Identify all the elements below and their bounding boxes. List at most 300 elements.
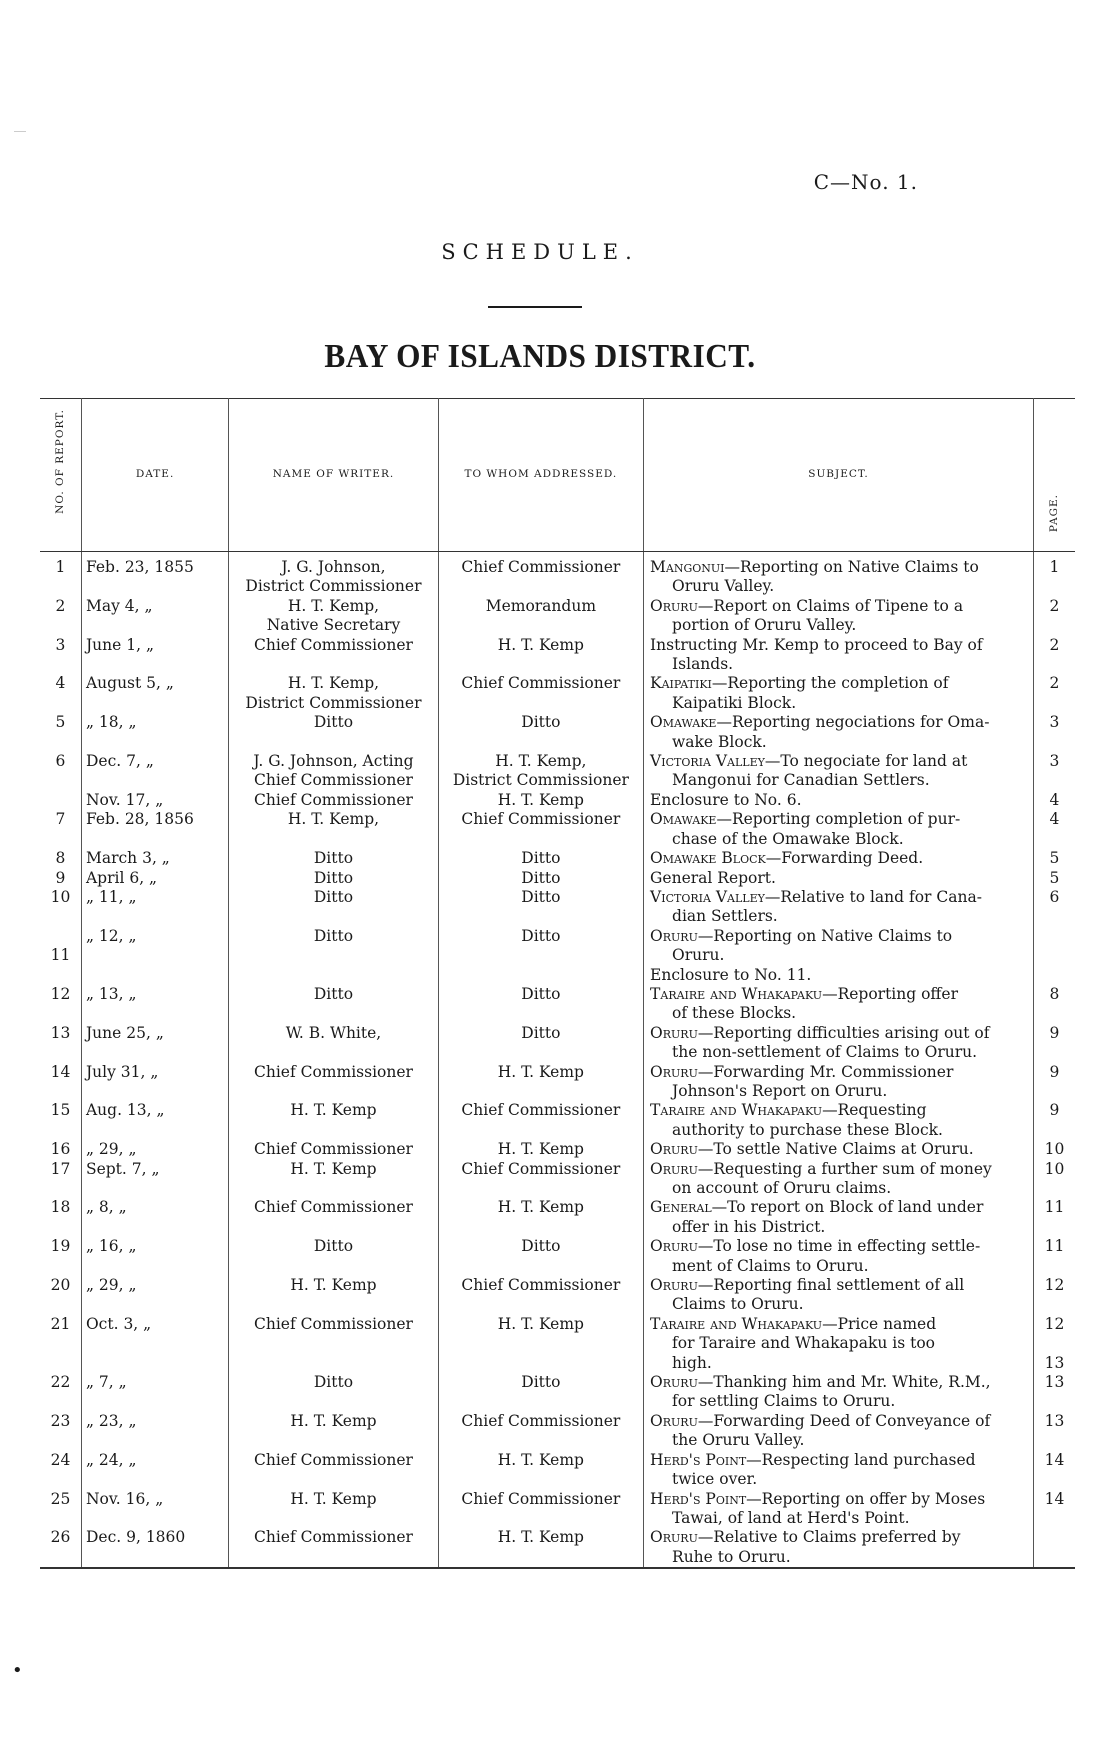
to-line: Ditto: [521, 868, 561, 887]
subject-line: Tawai, of land at Herd's Point.: [672, 1508, 910, 1527]
date-line: „ 8, „: [85, 1198, 127, 1217]
addressee-cell: [438, 752, 643, 810]
subject-cell: [644, 1160, 1034, 1199]
report-number-cell: [40, 849, 81, 868]
writer-cell: [229, 1198, 438, 1237]
writer-cell: [229, 674, 438, 713]
table-row: [40, 927, 1075, 985]
writer-cell: [229, 1451, 438, 1490]
subject-line: Oruru.: [672, 946, 725, 965]
report-number-cell: [40, 1140, 81, 1159]
addressee-cell: [438, 927, 643, 985]
writer-cell: [229, 849, 438, 868]
subject-line: Oruru—Forwarding Mr. Commissioner: [650, 1062, 954, 1081]
page-line: 10: [1044, 1140, 1065, 1159]
page-line: 11: [1044, 1198, 1065, 1217]
subject-cell: [644, 869, 1034, 888]
subject-line: Instructing Mr. Kemp to proceed to Bay of: [650, 635, 983, 654]
table-row: [40, 1373, 1075, 1412]
to-line: H. T. Kemp,: [495, 752, 587, 771]
date-cell: [81, 1490, 228, 1529]
addressee-cell: [438, 636, 643, 675]
subject-line: Herd's Point—Reporting on offer by Moses: [650, 1489, 986, 1508]
subject-cell: [644, 636, 1034, 675]
report-number: 13: [50, 1023, 71, 1042]
page-cell: [1033, 1101, 1075, 1140]
report-number: 26: [50, 1528, 71, 1547]
table-row: [40, 985, 1075, 1024]
table-row: [40, 1024, 1075, 1063]
subject-cell: [644, 810, 1034, 849]
page-cell: [1033, 888, 1075, 927]
writer-line: H. T. Kemp,: [287, 674, 380, 693]
date-cell: [81, 869, 228, 888]
page-line: [1038, 1528, 1071, 1547]
page-line: 12: [1044, 1276, 1065, 1295]
page-cell: [1033, 849, 1075, 868]
table-row: [40, 1276, 1075, 1315]
subject-cell: [644, 927, 1034, 985]
addressee-cell: [438, 849, 643, 868]
writer-line: Chief Commissioner: [253, 1062, 413, 1081]
to-line: Ditto: [521, 1373, 561, 1392]
date-line: „ 24, „: [85, 1450, 137, 1469]
report-number-cell: [40, 1237, 81, 1276]
page-cell: [1033, 1528, 1075, 1568]
subject-cell: [644, 1063, 1034, 1102]
writer-cell: [229, 1276, 438, 1315]
report-number: 21: [50, 1314, 71, 1333]
writer-line: Ditto: [313, 1237, 354, 1256]
page-cell: [1033, 597, 1075, 636]
column-header-writer: NAME OF WRITER.: [229, 399, 438, 552]
writer-line: Chief Commissioner: [253, 1450, 413, 1469]
subject-cell: [644, 1198, 1034, 1237]
subject-line: offer in his District.: [672, 1217, 826, 1236]
table-row: [40, 597, 1075, 636]
writer-cell: [229, 1528, 438, 1568]
page-line: 14: [1044, 1489, 1065, 1508]
date-cell: [81, 888, 228, 927]
writer-cell: [229, 927, 438, 985]
subject-cell: [644, 888, 1034, 927]
report-number-cell: [40, 985, 81, 1024]
subject-line: Oruru—Forwarding Deed of Conveyance of: [650, 1411, 991, 1430]
subject-line: portion of Oruru Valley.: [672, 616, 857, 635]
report-number: 14: [50, 1062, 71, 1081]
subject-line: ment of Claims to Oruru.: [672, 1256, 869, 1275]
subject-line: dian Settlers.: [672, 907, 778, 926]
subject-cell: [644, 552, 1034, 597]
to-line: H. T. Kemp: [497, 635, 584, 654]
date-line: Nov. 16, „: [85, 1489, 164, 1508]
page-cell: [1033, 1490, 1075, 1529]
page-line: [1038, 1334, 1071, 1353]
subject-line: Taraire and Whakapaku—Reporting offer: [650, 984, 959, 1003]
date-cell: [81, 1451, 228, 1490]
report-number: 11: [50, 946, 71, 965]
subject-cell: [644, 1101, 1034, 1140]
page-line: 4: [1049, 790, 1060, 809]
date-cell: [81, 927, 228, 985]
report-number-cell: [40, 869, 81, 888]
report-number: 20: [50, 1276, 71, 1295]
date-cell: [81, 1276, 228, 1315]
addressee-cell: [438, 552, 643, 597]
subject-line: chase of the Omawake Block.: [672, 829, 904, 848]
report-number-cell: [40, 1160, 81, 1199]
subject-line: General—To report on Block of land under: [650, 1198, 984, 1217]
report-number-cell: [40, 713, 81, 752]
report-number: 24: [50, 1450, 71, 1469]
to-line: Chief Commissioner: [461, 1276, 621, 1295]
subject-line: Omawake—Reporting negociations for Oma-: [650, 713, 990, 732]
writer-line: W. B. White,: [285, 1023, 382, 1042]
report-number-cell: [40, 552, 81, 597]
subject-cell: [644, 1315, 1034, 1373]
writer-cell: [229, 597, 438, 636]
date-line: „ 16, „: [85, 1237, 137, 1256]
page-cell: [1033, 636, 1075, 675]
writer-line: Ditto: [313, 926, 354, 945]
page-line: 6: [1049, 887, 1060, 906]
report-number: 9: [55, 868, 66, 887]
subject-line: Oruru—To lose no time in effecting settle-: [650, 1237, 981, 1256]
page-cell: [1033, 1024, 1075, 1063]
addressee-cell: [438, 1373, 643, 1412]
report-number: 12: [50, 984, 71, 1003]
date-line: April 6, „: [85, 868, 158, 887]
addressee-cell: [438, 713, 643, 752]
subject-cell: [644, 1237, 1034, 1276]
date-cell: [81, 597, 228, 636]
addressee-cell: [438, 888, 643, 927]
writer-line: Ditto: [313, 887, 354, 906]
writer-line: Ditto: [313, 1373, 354, 1392]
report-number: 22: [50, 1373, 71, 1392]
subject-cell: [644, 713, 1034, 752]
table-row: [40, 849, 1075, 868]
column-header-page: PAGE.: [1033, 399, 1075, 552]
report-number: 25: [50, 1489, 71, 1508]
writer-cell: [229, 869, 438, 888]
writer-cell: [229, 1140, 438, 1159]
addressee-cell: [438, 597, 643, 636]
addressee-cell: [438, 674, 643, 713]
addressee-cell: [438, 1412, 643, 1451]
page-line: 3: [1049, 713, 1060, 732]
page-line: 2: [1049, 674, 1060, 693]
page-cell: [1033, 552, 1075, 597]
subject-line: the non-settlement of Claims to Oruru.: [672, 1043, 978, 1062]
to-line: Ditto: [521, 1023, 561, 1042]
table-row: [40, 1490, 1075, 1529]
page-cell: [1033, 985, 1075, 1024]
date-line: [86, 771, 224, 790]
page-line: 2: [1049, 596, 1060, 615]
date-line: Sept. 7, „: [85, 1159, 160, 1178]
document-reference: C—No. 1.: [813, 170, 918, 194]
addressee-cell: [438, 1451, 643, 1490]
page-line: 10: [1044, 1159, 1065, 1178]
subject-line: Enclosure to No. 11.: [650, 965, 812, 984]
report-number: 4: [55, 674, 66, 693]
report-number-cell: [40, 674, 81, 713]
subject-line: Enclosure to No. 6.: [650, 790, 802, 809]
page-line: 8: [1049, 984, 1060, 1003]
addressee-cell: [438, 1276, 643, 1315]
date-line: June 25, „: [85, 1023, 164, 1042]
table-row: [40, 552, 1075, 597]
writer-line: Ditto: [313, 713, 354, 732]
report-number: 8: [55, 849, 66, 868]
page-cell: [1033, 674, 1075, 713]
writer-cell: [229, 1160, 438, 1199]
column-header-subject: SUBJECT.: [644, 399, 1034, 552]
addressee-cell: [438, 1101, 643, 1140]
writer-cell: [229, 552, 438, 597]
to-line: Memorandum: [485, 596, 597, 615]
table-row: [40, 1315, 1075, 1373]
column-header-no: NO. OF REPORT.: [40, 399, 81, 552]
date-line: August 5, „: [85, 674, 174, 693]
subject-line: wake Block.: [672, 732, 767, 751]
table-row: [40, 1063, 1075, 1102]
column-header-date: DATE.: [81, 399, 228, 552]
date-cell: [81, 636, 228, 675]
schedule-table: [40, 398, 1075, 1569]
to-line: Ditto: [521, 926, 561, 945]
to-line: Chief Commissioner: [461, 810, 621, 829]
heading-divider: [488, 306, 582, 308]
page-line: 14: [1044, 1450, 1065, 1469]
to-line: Chief Commissioner: [461, 558, 621, 576]
table-row: [40, 752, 1075, 810]
subject-line: Oruru—Requesting a further sum of money: [650, 1159, 992, 1178]
writer-line: H. T. Kemp: [290, 1159, 377, 1178]
report-number: 6: [55, 752, 66, 771]
to-line: Ditto: [521, 713, 561, 732]
report-number: 10: [50, 887, 71, 906]
report-number-cell: [40, 1024, 81, 1063]
subject-line: Ruhe to Oruru.: [672, 1547, 791, 1566]
subject-cell: [644, 1373, 1034, 1412]
date-cell: [81, 552, 228, 597]
subject-line: Oruru—To settle Native Claims at Oruru.: [650, 1140, 974, 1159]
subject-cell: [644, 1528, 1034, 1568]
report-number-cell: [40, 1315, 81, 1373]
report-number: 2: [55, 596, 66, 615]
writer-cell: [229, 1315, 438, 1373]
table-row: [40, 888, 1075, 927]
page-line: [1038, 927, 1071, 946]
page-cell: [1033, 1276, 1075, 1315]
page-cell: [1033, 1412, 1075, 1451]
date-line: „ 29, „: [85, 1140, 137, 1159]
page-line: 9: [1049, 1023, 1060, 1042]
subject-line: Claims to Oruru.: [672, 1295, 804, 1314]
writer-line: H. T. Kemp,: [287, 596, 380, 615]
subject-line: Victoria Valley—Relative to land for Cana-: [650, 887, 982, 906]
writer-line: H. T. Kemp: [290, 1489, 377, 1508]
page-cell: [1033, 752, 1075, 810]
writer-line: Chief Commissioner: [253, 1314, 413, 1333]
date-cell: [81, 1140, 228, 1159]
addressee-cell: [438, 1063, 643, 1102]
to-line: Chief Commissioner: [461, 1489, 621, 1508]
report-number: 15: [50, 1101, 71, 1120]
writer-line: Native Secretary: [266, 616, 401, 635]
report-number-cell: [40, 1528, 81, 1568]
writer-cell: [229, 1024, 438, 1063]
page-cell: [1033, 869, 1075, 888]
report-number-cell: [40, 888, 81, 927]
subject-cell: [644, 752, 1034, 810]
date-line: June 1, „: [85, 635, 154, 654]
addressee-cell: [438, 1528, 643, 1568]
writer-cell: [229, 636, 438, 675]
subject-line: on account of Oruru claims.: [672, 1179, 892, 1197]
date-cell: [81, 1160, 228, 1199]
page-line: 11: [1044, 1237, 1065, 1256]
subject-line: Omawake Block—Forwarding Deed.: [650, 849, 924, 868]
page-line: 3: [1049, 752, 1060, 771]
subject-cell: [644, 1140, 1034, 1159]
page-line: [1038, 771, 1071, 790]
date-line: Oct. 3, „: [85, 1314, 152, 1333]
subject-cell: [644, 1490, 1034, 1529]
page-line: 9: [1049, 1062, 1060, 1081]
report-number: 18: [50, 1198, 71, 1217]
addressee-cell: [438, 1140, 643, 1159]
addressee-cell: [438, 1237, 643, 1276]
subject-line: Mangonui for Canadian Settlers.: [672, 771, 930, 790]
report-number: 3: [55, 635, 66, 654]
subject-line: Islands.: [672, 655, 734, 674]
report-number-cell: [40, 1490, 81, 1529]
subject-cell: [644, 1024, 1034, 1063]
column-header-to: TO WHOM ADDRESSED.: [438, 399, 643, 552]
table-row: [40, 1237, 1075, 1276]
subject-cell: [644, 597, 1034, 636]
addressee-cell: [438, 1024, 643, 1063]
date-line: „ 18, „: [85, 713, 137, 732]
table-row: [40, 810, 1075, 849]
district-title: BAY OF ISLANDS DISTRICT.: [324, 338, 756, 375]
to-line: H. T. Kemp: [497, 1450, 584, 1469]
subject-line: General Report.: [650, 868, 776, 887]
to-line: Ditto: [521, 984, 561, 1003]
table-row: [40, 1101, 1075, 1140]
date-cell: [81, 713, 228, 752]
to-line: Ditto: [521, 1237, 561, 1256]
table-row: [40, 1140, 1075, 1159]
writer-cell: [229, 1237, 438, 1276]
subject-cell: [644, 674, 1034, 713]
writer-line: Chief Commissioner: [253, 790, 413, 809]
page-line: 13: [1044, 1353, 1065, 1372]
subject-line: Mangonui—Reporting on Native Claims to: [650, 558, 979, 576]
writer-line: H. T. Kemp: [290, 1101, 377, 1120]
date-line: Dec. 9, 1860: [85, 1528, 186, 1547]
to-line: Ditto: [521, 849, 561, 868]
date-line: Nov. 17, „: [85, 790, 164, 809]
report-number-cell: [40, 1063, 81, 1102]
date-line: „ 23, „: [85, 1411, 137, 1430]
report-number-cell: [40, 597, 81, 636]
subject-line: the Oruru Valley.: [672, 1431, 805, 1450]
subject-line: Taraire and Whakapaku—Requesting: [650, 1101, 927, 1120]
date-cell: [81, 985, 228, 1024]
subject-cell: [644, 849, 1034, 868]
page-line: 13: [1044, 1411, 1065, 1430]
subject-line: Oruru—Relative to Claims preferred by: [650, 1528, 961, 1547]
margin-rule: [14, 131, 26, 132]
subject-line: high.: [672, 1353, 712, 1372]
subject-line: for Taraire and Whakapaku is too: [672, 1334, 935, 1353]
report-number: 17: [50, 1159, 71, 1178]
subject-line: authority to purchase these Block.: [672, 1120, 943, 1139]
subject-line: for settling Claims to Oruru.: [672, 1392, 896, 1411]
writer-line: Chief Commissioner: [253, 1198, 413, 1217]
date-line: Aug. 13, „: [85, 1101, 165, 1120]
page-cell: [1033, 1140, 1075, 1159]
report-number-cell: [40, 810, 81, 849]
addressee-cell: [438, 1198, 643, 1237]
date-cell: [81, 1412, 228, 1451]
subject-line: Johnson's Report on Oruru.: [672, 1081, 888, 1100]
writer-cell: [229, 1101, 438, 1140]
date-cell: [81, 1315, 228, 1373]
date-cell: [81, 1528, 228, 1568]
page-line: 5: [1049, 868, 1060, 887]
writer-line: H. T. Kemp: [290, 1411, 377, 1430]
date-cell: [81, 1198, 228, 1237]
addressee-cell: [438, 1160, 643, 1199]
date-cell: [81, 849, 228, 868]
subject-cell: [644, 985, 1034, 1024]
writer-cell: [229, 713, 438, 752]
date-cell: [81, 752, 228, 810]
date-cell: [81, 1101, 228, 1140]
subject-line: twice over.: [672, 1470, 758, 1489]
date-line: July 31, „: [85, 1062, 159, 1081]
writer-cell: [229, 985, 438, 1024]
subject-cell: [644, 1451, 1034, 1490]
writer-line: Chief Commissioner: [253, 1528, 413, 1547]
writer-cell: [229, 1063, 438, 1102]
subject-line: Taraire and Whakapaku—Price named: [650, 1314, 937, 1333]
date-line: Feb. 28, 1856: [85, 810, 194, 829]
to-line: Chief Commissioner: [461, 1101, 621, 1120]
subject-line: Oruru—Reporting difficulties arising out of: [650, 1023, 990, 1042]
writer-line: H. T. Kemp,: [287, 810, 380, 829]
writer-cell: [229, 1373, 438, 1412]
report-number-cell: [40, 1373, 81, 1412]
page-line: 9: [1049, 1101, 1060, 1120]
page-cell: [1033, 927, 1075, 985]
page-line: 13: [1044, 1373, 1065, 1392]
writer-line: Ditto: [313, 984, 354, 1003]
table-row: [40, 713, 1075, 752]
writer-line: Chief Commissioner: [253, 1140, 413, 1159]
writer-line: H. T. Kemp: [290, 1276, 377, 1295]
report-number: 19: [50, 1237, 71, 1256]
page-cell: [1033, 1160, 1075, 1199]
table-row: [40, 1528, 1075, 1568]
table-row: [40, 636, 1075, 675]
subject-line: Kaipatiki Block.: [672, 693, 797, 712]
